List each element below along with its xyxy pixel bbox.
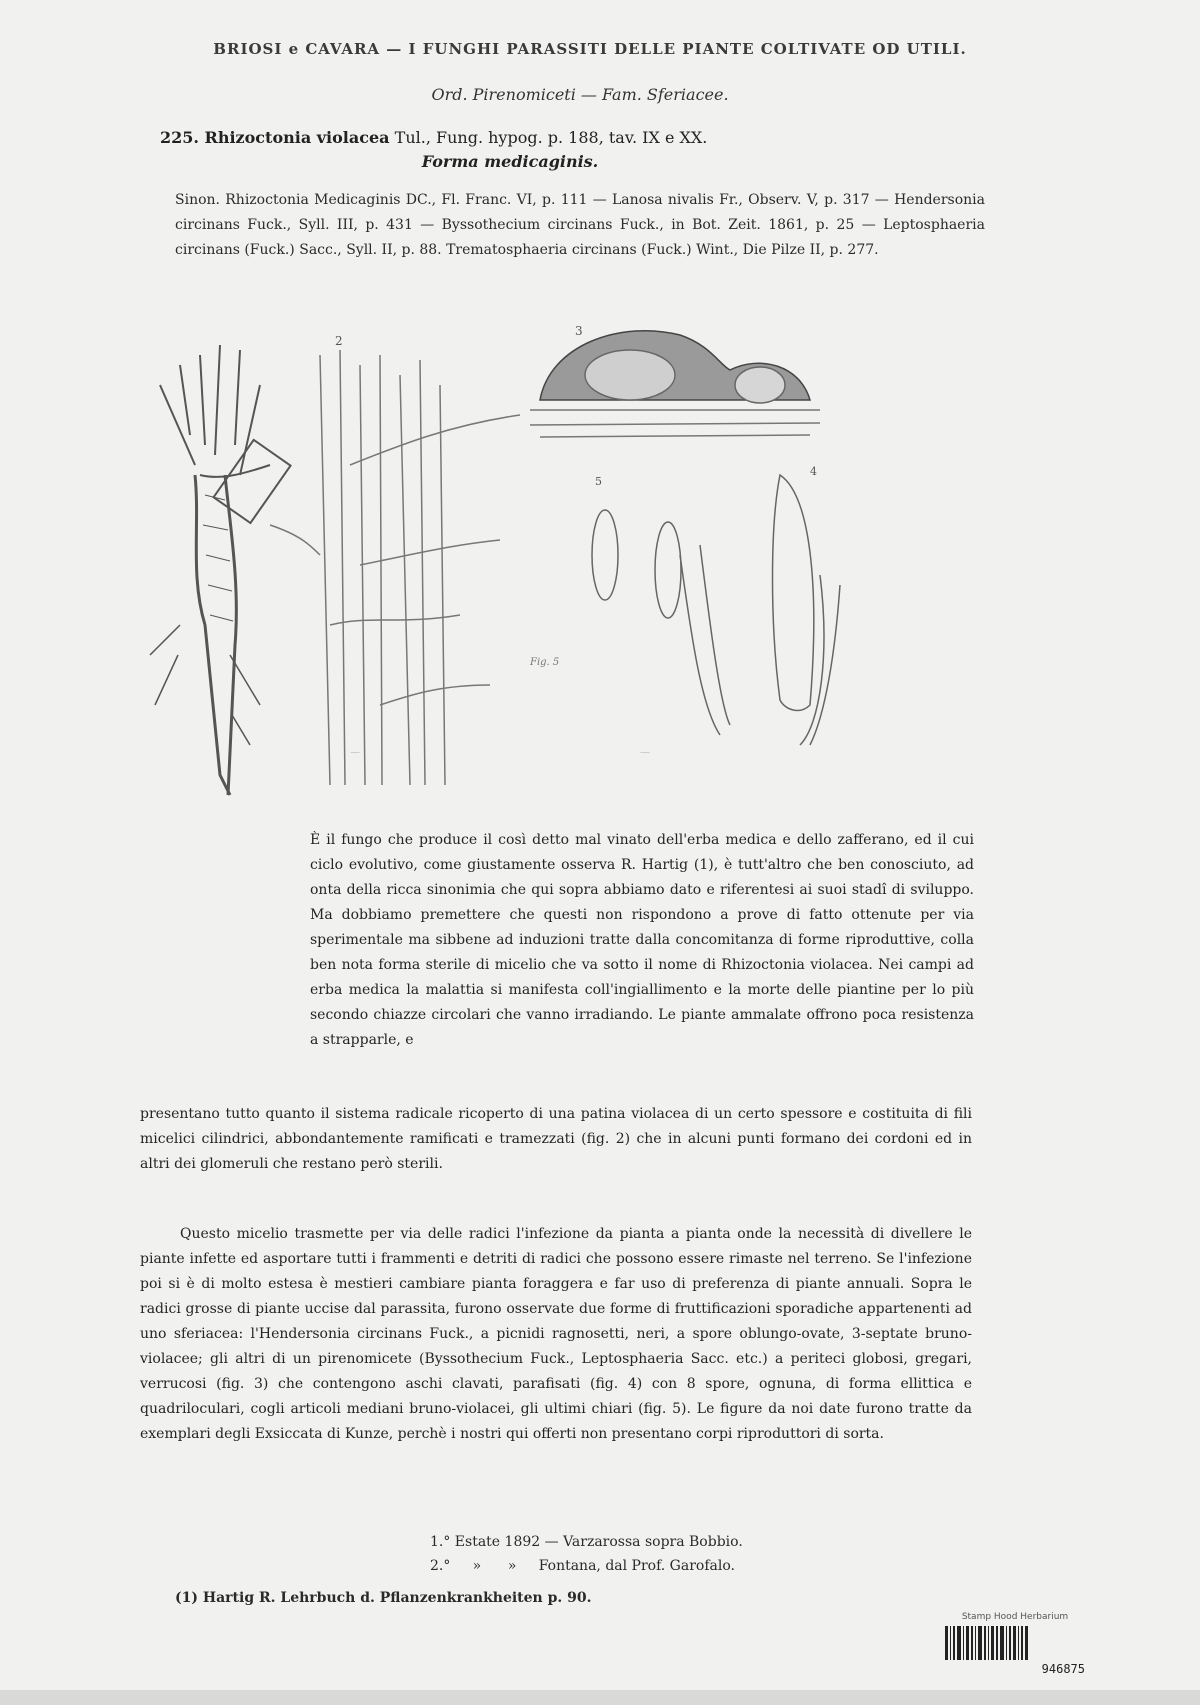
locality-2: 2.° » » Fontana, dal Prof. Garofalo. <box>430 1558 735 1574</box>
species-name: 225. Rhizoctonia violacea <box>160 128 390 147</box>
species-heading <box>160 128 940 147</box>
running-title: BRIOSI e CAVARA — I FUNGHI PARASSITI DELLE PIANTE COLTIVATE OD UTILI. <box>213 40 967 58</box>
paragraph-1: È il fungo che produce il così detto mal vinato dell'erba medica e dello zafferano, ed il cui ciclo evolutivo, come giustamente osserva R. Hartig (1), è tutt'altro che ben conosciuto, ad onta della ricca sinonimia che qui sopra abbiamo dato e riferentesi ai suoi stadî di sviluppo. Ma dobbiamo premettere che questi non rispondono a prove di fatto ottenute per via sperimentale ma sibbene ad induzioni tratte dalla concomitanza di forme riproduttive, colla ben nota forma sterile di micelio che va sotto il nome di Rhizoctonia violacea. Nei campi ad erba medica la malattia si manifesta coll'ingiallimento e la morte delle piantine per lo più secondo chiazze circolari che vanno irradiando. Le piante ammalate offrono poca resistenza a strapparle, e <box>310 832 974 1048</box>
localities-list <box>430 1530 930 1578</box>
paragraph-2: Questo micelio trasmette per via delle radici l'infezione da pianta a pianta onde la necessità di divellere le piante infette ed asportare tutti i frammenti e detriti di radici che possono essere rimaste nel terreno. Se l'infezione poi si è di molto estesa è mestieri cambiare pianta foraggera e far uso di preferenza di piante annuali. Sopra le radici grosse di piante uccise dal parassita, furono osservate due forme di fruttificazioni sporadiche appartenenti ad uno sferiacea: l'Hendersonia circinans Fuck., a picnidi ragnosetti, neri, a spore oblungo-ovate, 3-septate bruno-violacee; gli altri di un pirenomicete (Byssothecium Fuck., Leptosphaeria Sacc. etc.) a periteci globosi, gregari, verrucosi (fig. 3) che contengono aschi clavati, parafisati (fig. 4) con 8 spore, ognuna, di forma ellittica e quadriloculari, cogli articoli mediani bruno-violacei, gli ultimi chiari (fig. 5). Le figure da noi date furono tratte da exemplari degli Exsiccata di Kunze, perchè i nostri qui offerti non presentano corpi riproduttori di sorta. <box>140 1226 972 1442</box>
forma-label: Forma medicaginis. <box>421 152 599 171</box>
spores-drawing <box>529 475 681 668</box>
herbarium-barcode <box>945 1612 1085 1687</box>
locality-1: 1.° Estate 1892 — Varzarossa sopra Bobbio. <box>430 1534 743 1550</box>
barcode-icon <box>945 1626 1085 1660</box>
plate-signature-right: — <box>640 747 650 758</box>
svg-text:Fig. 5: Fig. 5 <box>530 657 560 668</box>
paragraph-1-continued: presentano tutto quanto il sistema radicale ricoperto di una patina violacea di un certo spessore e costituita di fili micelici cilindrici, abbondantemente ramificati e tramezzati (fig. 2) che in alcuni punti formano dei cordoni ed in altri dei glomeruli che restano però sterili. <box>140 1106 972 1172</box>
page-bottom-edge <box>0 1690 1200 1705</box>
barcode-number: 946875 <box>1041 1662 1085 1676</box>
plate-signature-left: — <box>350 747 360 758</box>
synonyms-block: Sinon. Rhizoctonia Medicaginis DC., Fl. Franc. VI, p. 111 — Lanosa nivalis Fr., Observ. V, p. 317 — Hendersonia circinans Fuck., Syll. III, p. 431 — Byssothecium circinans Fuck., in Bot. Zeit. 1861, p. 25 — Leptosphaeria circinans (Fuck.) Sacc., Syll. II, p. 88. Trematosphaeria circinans (Fuck.) Wint., Die Pilze II, p. 277. <box>175 192 985 258</box>
botanical-plate <box>120 325 920 825</box>
fig-number-3: 3 <box>575 325 583 338</box>
mycelium-hyphae-drawing <box>270 334 520 785</box>
fig-number-5: 5 <box>595 475 602 488</box>
perithecium-section-drawing <box>530 325 820 437</box>
footnote: (1) Hartig R. Lehrbuch d. Pflanzenkrankheiten p. 90. <box>175 1590 592 1606</box>
barcode-label: Stamp Hood Herbarium <box>961 1612 1069 1622</box>
fig-number-4: 4 <box>810 465 817 478</box>
ascus-paraphyses-drawing <box>680 465 840 745</box>
order-family: Ord. Pirenomiceti — Fam. Sferiacee. <box>431 85 729 104</box>
fig-number-2: 2 <box>335 334 343 348</box>
alfalfa-root-drawing <box>150 345 291 795</box>
species-citation: Tul., Fung. hypog. p. 188, tav. IX e XX. <box>394 128 708 147</box>
